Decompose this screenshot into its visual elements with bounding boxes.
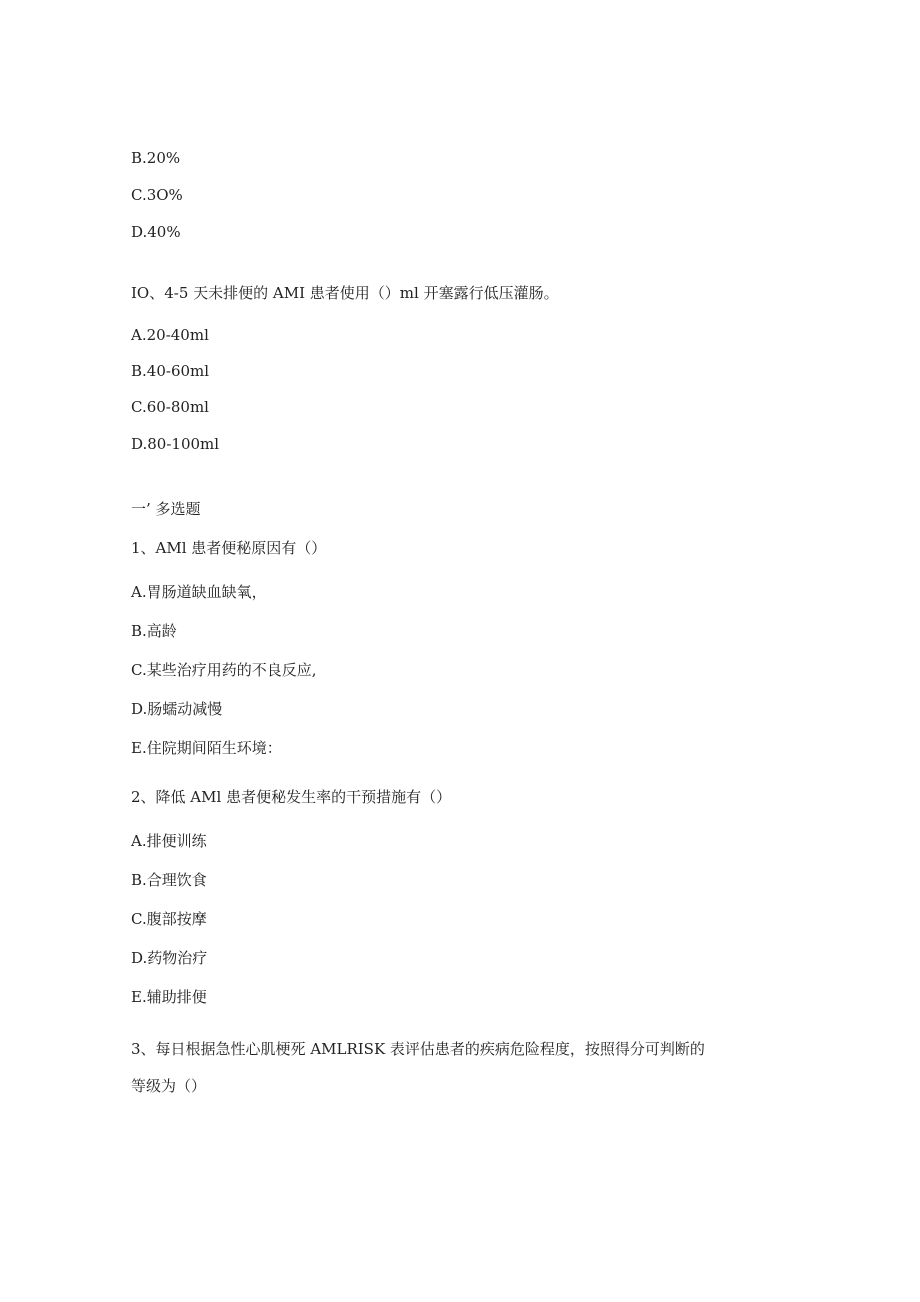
mq2-option-a: A.排便训练 [131, 832, 207, 850]
q10-option-c: C.60-80ml [131, 398, 209, 416]
mq1-option-a: A.胃肠道缺血缺氧， [131, 583, 267, 601]
mq1-option-d: D.肠蠕动减慢 [131, 700, 223, 718]
mq1-option-c: C.某些治疗用药的不良反应, [131, 661, 317, 679]
mq2-option-b: B.合理饮食 [131, 871, 207, 889]
q9-option-d: D.40% [131, 223, 181, 241]
q9-option-b: B.20% [131, 149, 181, 167]
q10-option-a: A.20-40ml [131, 326, 209, 344]
mq3-stem-line1: 3、每日根据急性心肌梗死 AMLRISK 表评估患者的疾病危险程度，按照得分可判断的 [131, 1040, 705, 1058]
section-heading: 一’ 多选题 [131, 500, 201, 518]
q9-option-c: C.3O% [131, 186, 183, 204]
mq2-option-c: C.腹部按摩 [131, 910, 207, 928]
q10-stem: IO、4-5 天未排便的 AMI 患者使用（）ml 开塞露行低压灌肠。 [131, 284, 559, 302]
mq3-stem-line2: 等级为（） [131, 1077, 207, 1095]
mq2-stem: 2、降低 AMl 患者便秘发生率的干预措施有（） [131, 788, 452, 806]
q10-option-b: B.40-60ml [131, 362, 210, 380]
mq2-option-e: E.辅助排便 [131, 988, 207, 1006]
mq1-option-b: B.高龄 [131, 622, 177, 640]
mq1-option-e: E.住院期间陌生环境： [131, 739, 282, 757]
mq2-option-d: D.药物治疗 [131, 949, 208, 967]
mq1-stem: 1、AMl 患者便秘原因有（） [131, 539, 327, 557]
q10-option-d: D.80-100ml [131, 435, 220, 453]
